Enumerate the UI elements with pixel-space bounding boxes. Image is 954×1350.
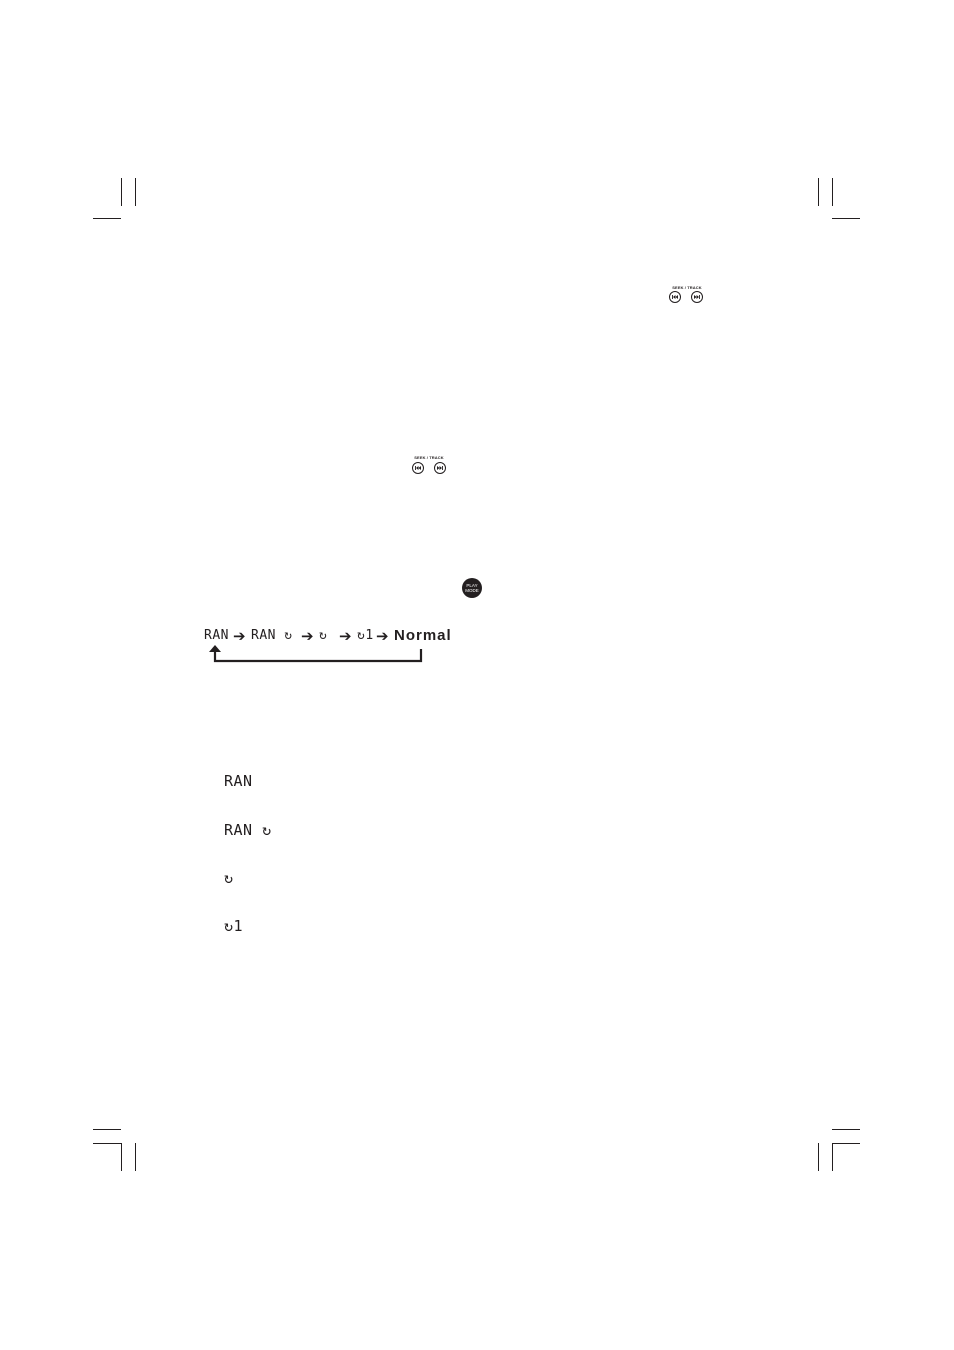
- sequence-item-repeat-one: ↻1: [357, 628, 374, 643]
- crop-mark-bottom-left-v2: [135, 1143, 136, 1171]
- crop-mark-bottom-left-h1: [93, 1129, 121, 1130]
- loop-back-arrow-icon: [204, 642, 434, 668]
- crop-mark-bottom-left-v1: [121, 1143, 122, 1171]
- crop-mark-top-left-v1: [121, 178, 122, 206]
- crop-mark-bottom-left-h2: [93, 1143, 121, 1144]
- crop-mark-bottom-right-h1: [832, 1129, 860, 1130]
- play-mode-label-line1: PLAY: [466, 583, 478, 588]
- crop-mark-top-left-v2: [135, 178, 136, 206]
- mode-list-item-random-repeat-all: RAN ↻: [224, 821, 272, 839]
- seek-track-label: SEEK / TRACK: [414, 455, 444, 460]
- crop-mark-bottom-right-v2: [832, 1143, 833, 1171]
- sequence-item-random-repeat-all: RAN ↻: [251, 628, 293, 643]
- crop-mark-bottom-right-v1: [818, 1143, 819, 1171]
- mode-list-item-repeat-all: ↻: [224, 869, 234, 887]
- skip-previous-icon: [671, 293, 679, 301]
- crop-mark-top-right-v1: [818, 178, 819, 206]
- skip-next-icon: [436, 464, 444, 472]
- next-track-button[interactable]: [434, 462, 446, 474]
- seek-track-label: SEEK / TRACK: [672, 285, 702, 290]
- sequence-arrow: ➔: [339, 627, 352, 645]
- sequence-arrow: ➔: [233, 627, 246, 645]
- sequence-item-repeat-all: ↻: [319, 628, 328, 643]
- previous-track-button[interactable]: [412, 462, 424, 474]
- sequence-item-normal: Normal: [394, 627, 452, 644]
- sequence-arrow: ➔: [376, 627, 389, 645]
- next-track-button[interactable]: [691, 291, 703, 303]
- play-mode-sequence: [204, 628, 464, 668]
- mode-list-item-repeat-one: ↻1: [224, 917, 244, 935]
- skip-previous-icon: [414, 464, 422, 472]
- mode-list-item-random: RAN: [224, 772, 253, 790]
- previous-track-button[interactable]: [669, 291, 681, 303]
- crop-mark-top-left-h: [93, 218, 121, 219]
- play-mode-button[interactable]: [462, 578, 482, 598]
- crop-mark-bottom-right-h2: [832, 1143, 860, 1144]
- crop-mark-top-right-v2: [832, 178, 833, 206]
- crop-mark-top-right-h: [832, 218, 860, 219]
- seek-track-buttons-inline: [409, 455, 449, 477]
- play-mode-label-line2: MODE: [465, 588, 479, 593]
- sequence-arrow: ➔: [301, 627, 314, 645]
- sequence-item-random: RAN: [204, 628, 229, 643]
- skip-next-icon: [693, 293, 701, 301]
- seek-track-buttons: [667, 285, 707, 307]
